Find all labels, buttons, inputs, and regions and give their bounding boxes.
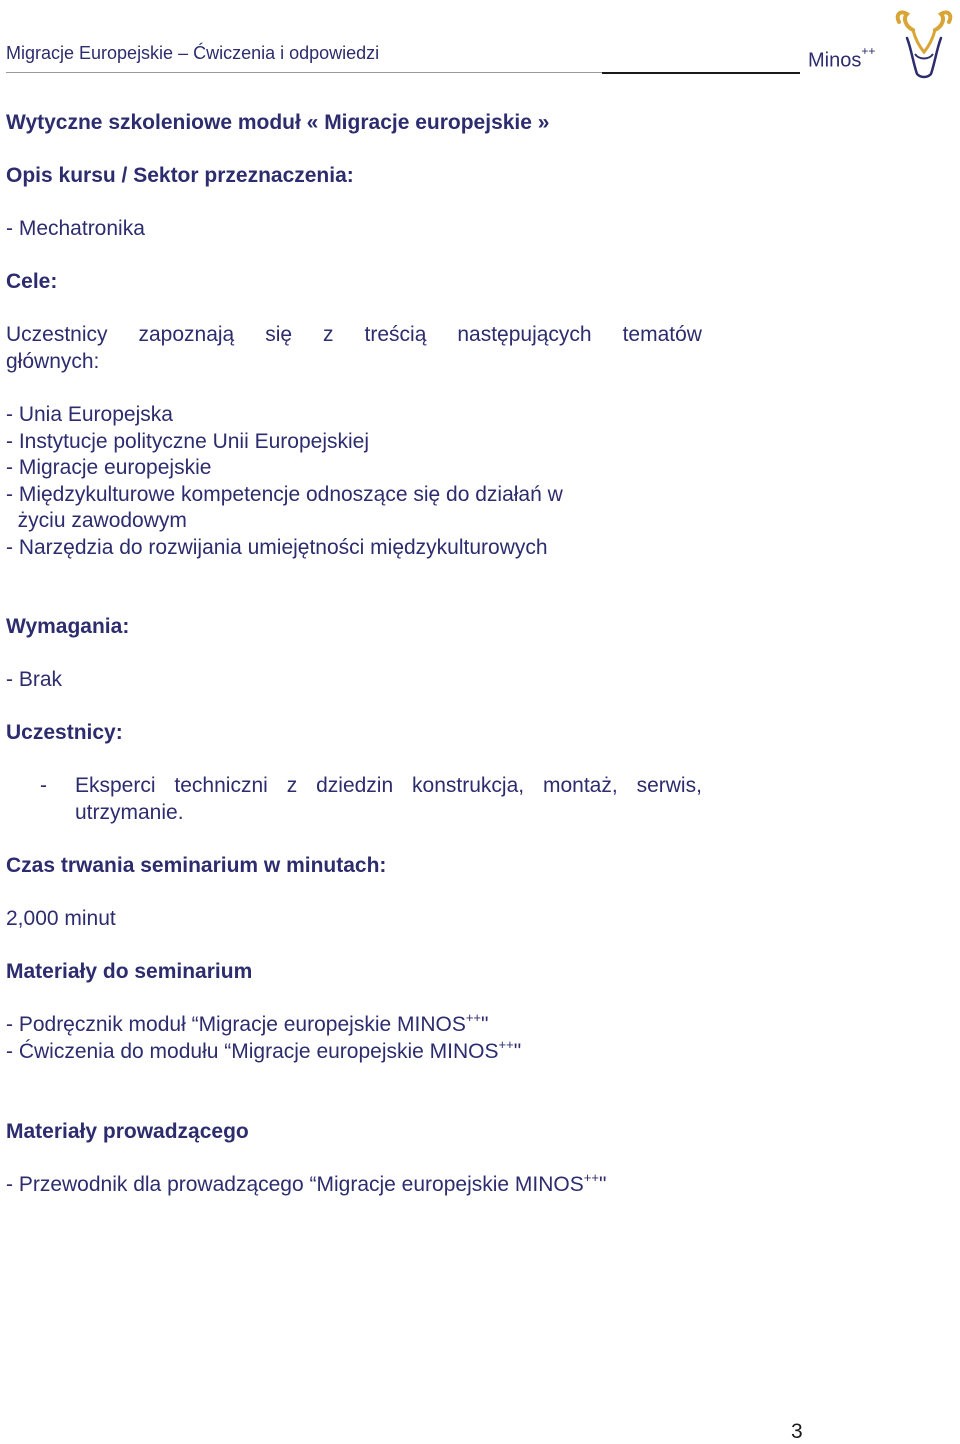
word: serwis, (636, 774, 702, 797)
cele-item: - Międzykulturowe kompetencje odnoszące się do działań w (6, 483, 563, 506)
uczestnicy-line1 (75, 774, 702, 798)
cele-item: - Narzędzia do rozwijania umiejętności międzykulturowych (6, 536, 548, 559)
opis-heading: Opis kursu / Sektor przeznaczenia: (6, 164, 354, 187)
czas-value: 2,000 minut (6, 907, 116, 930)
prowadzacy-heading: Materiały prowadzącego (6, 1120, 249, 1143)
header-rule-accent (602, 72, 800, 74)
czas-heading: Czas trwania seminarium w minutach: (6, 854, 387, 877)
word: techniczni (174, 774, 268, 797)
wymagania-item: - Brak (6, 668, 63, 691)
cele-item: - Unia Europejska (6, 403, 173, 426)
cele-intro-line2: głównych: (6, 350, 100, 373)
materialy-item: - Podręcznik moduł “Migracje europejskie MINOS++" (6, 1010, 489, 1036)
word: się (265, 323, 293, 346)
running-title: Migracje Europejskie – Ćwiczenia i odpowiedzi (6, 43, 380, 63)
cele-item: życiu zawodowym (6, 509, 187, 532)
word: z (323, 323, 334, 346)
module-title: Wytyczne szkoleniowe moduł « Migracje europejskie » (6, 111, 550, 134)
wymagania-heading: Wymagania: (6, 615, 130, 638)
prowadzacy-item: - Przewodnik dla prowadzącego “Migracje europejskie MINOS++" (6, 1170, 607, 1196)
opis-item: - Mechatronika (6, 217, 145, 240)
header-rule (6, 72, 606, 73)
word: Uczestnicy (6, 323, 108, 346)
page-header (0, 0, 960, 80)
word: Eksperci (75, 774, 156, 797)
word: konstrukcja, (412, 774, 525, 797)
minos-bull-logo-icon (893, 8, 955, 80)
cele-heading: Cele: (6, 270, 58, 293)
uczestnicy-dash: - (40, 774, 47, 797)
word: dziedzin (316, 774, 394, 797)
word: następujących (457, 323, 592, 346)
word: montaż, (542, 774, 618, 797)
uczestnicy-line2: utrzymanie. (75, 801, 184, 824)
materialy-heading: Materiały do seminarium (6, 960, 253, 983)
cele-intro-line1 (6, 323, 702, 347)
word: treścią (364, 323, 427, 346)
cele-item: - Instytucje polityczne Unii Europejskiej (6, 430, 369, 453)
uczestnicy-heading: Uczestnicy: (6, 721, 123, 744)
word: tematów (622, 323, 702, 346)
brand-name: Minos++ (808, 44, 876, 72)
word: z (286, 774, 298, 797)
page-number: 3 (791, 1420, 803, 1443)
word: zapoznają (138, 323, 235, 346)
cele-item: - Migracje europejskie (6, 456, 212, 479)
materialy-item: - Ćwiczenia do modułu “Migracje europejskie MINOS++" (6, 1037, 522, 1063)
